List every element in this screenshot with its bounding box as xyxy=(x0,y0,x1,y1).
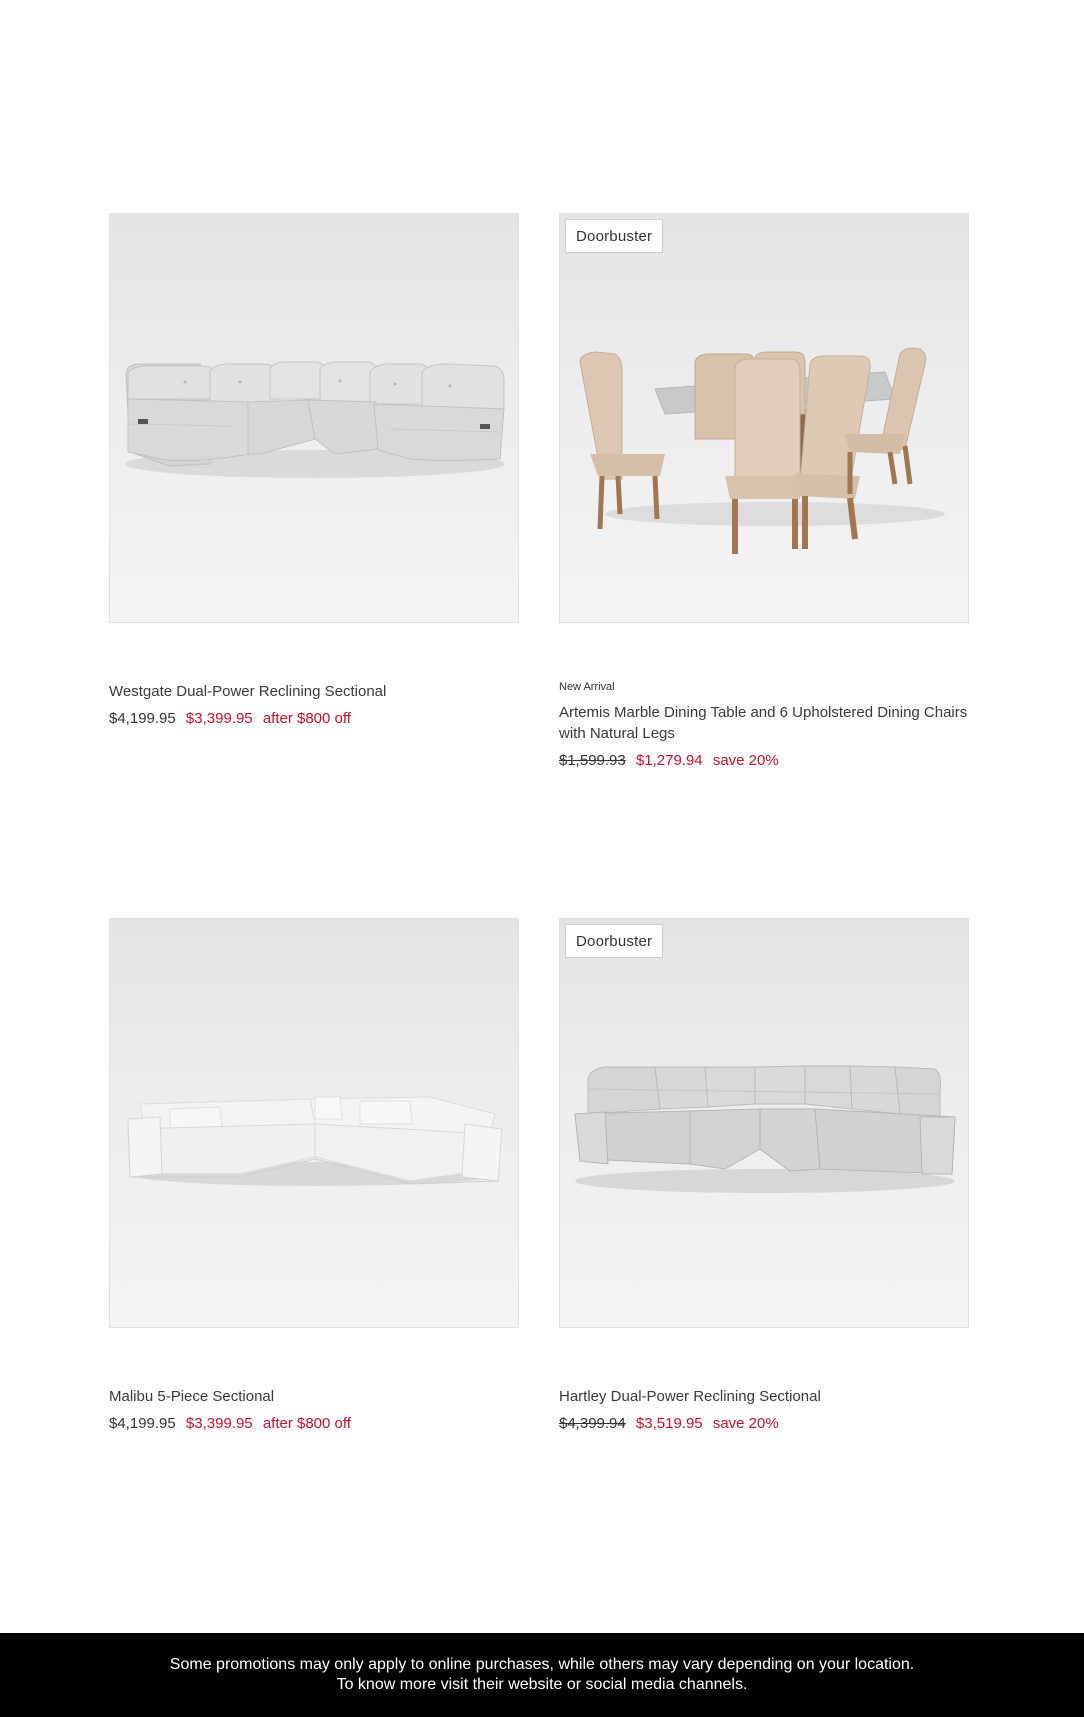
footer-line-1: Some promotions may only apply to online purchases, while others may vary depending on your location. xyxy=(169,1656,915,1673)
product-prices xyxy=(109,709,519,729)
product-card[interactable] xyxy=(109,213,519,729)
promo-footer xyxy=(0,1633,1084,1717)
footer-line-2: To know more visit their website or social media channels. xyxy=(336,1676,748,1693)
product-prices xyxy=(109,1414,519,1434)
doorbuster-badge: Doorbuster xyxy=(565,924,663,958)
sale-price: $3,519.95 xyxy=(635,1415,703,1432)
original-price: $4,199.95 xyxy=(109,710,176,727)
original-price: $1,599.93 xyxy=(559,752,626,769)
sale-price: $1,279.94 xyxy=(635,752,703,769)
discount-note: save 20% xyxy=(712,752,779,769)
product-card[interactable] xyxy=(109,918,519,1434)
original-price: $4,199.95 xyxy=(109,1415,176,1432)
product-title[interactable]: Hartley Dual-Power Reclining Sectional xyxy=(559,1388,821,1405)
discount-note: after $800 off xyxy=(262,710,351,727)
product-meta xyxy=(559,681,969,771)
product-title[interactable]: Artemis Marble Dining Table and 6 Upholstered Dining Chairs with Natural Legs xyxy=(559,704,968,742)
discount-note: after $800 off xyxy=(262,1415,351,1432)
product-image[interactable] xyxy=(109,918,519,1328)
product-card[interactable] xyxy=(559,213,969,771)
product-title[interactable]: Westgate Dual-Power Reclining Sectional xyxy=(109,683,387,700)
sale-price: $3,399.95 xyxy=(185,710,253,727)
discount-note: save 20% xyxy=(712,1415,779,1432)
product-image[interactable] xyxy=(559,213,969,623)
product-prices xyxy=(559,751,969,771)
product-image[interactable] xyxy=(109,213,519,623)
product-image[interactable] xyxy=(559,918,969,1328)
new-arrival-tag: New Arrival xyxy=(559,681,615,693)
product-card[interactable] xyxy=(559,918,969,1434)
product-meta xyxy=(559,1386,969,1434)
product-title[interactable]: Malibu 5-Piece Sectional xyxy=(109,1388,275,1405)
doorbuster-badge: Doorbuster xyxy=(565,219,663,253)
original-price: $4,399.94 xyxy=(559,1415,626,1432)
sale-price: $3,399.95 xyxy=(185,1415,253,1432)
product-prices xyxy=(559,1414,969,1434)
product-meta xyxy=(109,681,519,729)
product-meta xyxy=(109,1386,519,1434)
